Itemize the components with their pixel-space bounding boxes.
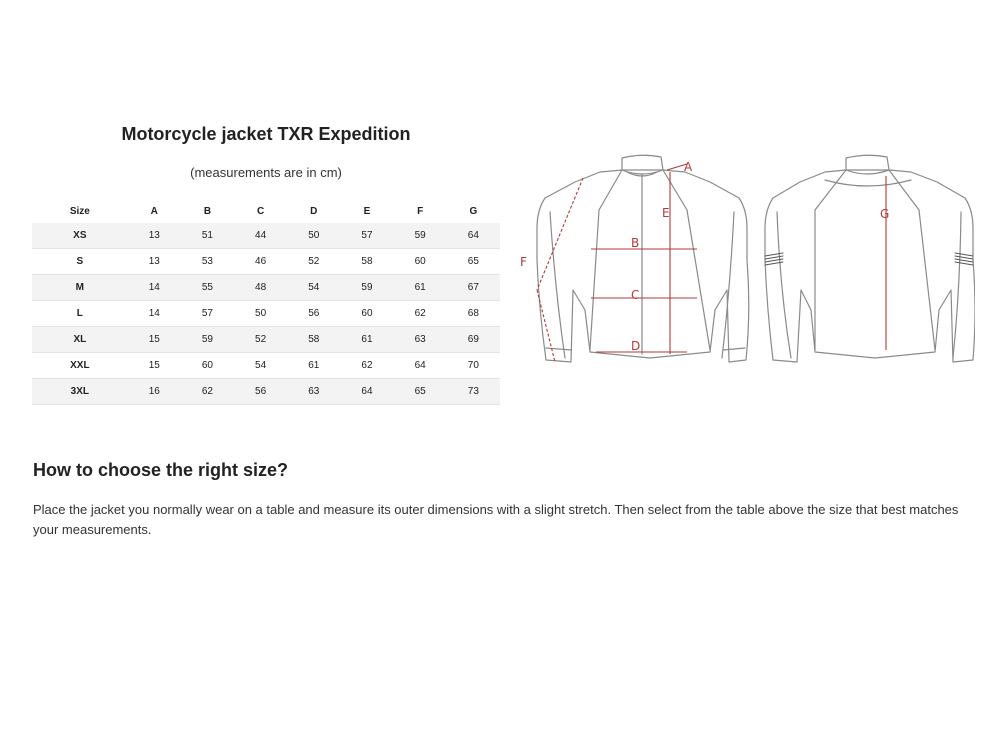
cell-c: 52 xyxy=(234,327,287,353)
cell-e: 60 xyxy=(340,301,393,327)
header-d: D xyxy=(310,205,318,217)
cell-d: 61 xyxy=(287,353,340,379)
measure-line-f-lower xyxy=(537,290,555,362)
header-f: F xyxy=(417,205,424,217)
jacket-front-outline xyxy=(537,155,749,362)
label-g: G xyxy=(880,207,890,221)
jacket-back-outline xyxy=(765,155,975,362)
cell-a: 16 xyxy=(128,379,181,405)
cell-c: 46 xyxy=(234,249,287,275)
cell-e: 58 xyxy=(340,249,393,275)
cell-d: 56 xyxy=(287,301,340,327)
table-row xyxy=(32,249,500,275)
measurement-lines xyxy=(537,164,886,362)
cell-e: 57 xyxy=(340,223,393,249)
label-f: F xyxy=(520,255,527,269)
cell-c: 48 xyxy=(234,275,287,301)
cell-d: 63 xyxy=(287,379,340,405)
size-table xyxy=(32,199,500,405)
table-row xyxy=(32,327,500,353)
cell-c: 50 xyxy=(234,301,287,327)
cell-g: 68 xyxy=(447,301,500,327)
label-b: B xyxy=(631,236,640,250)
cell-g: 65 xyxy=(447,249,500,275)
cell-f: 65 xyxy=(394,379,447,405)
header-size: Size xyxy=(69,205,90,217)
label-a: A xyxy=(684,160,693,174)
chart-title: Motorcycle jacket TXR Expedition xyxy=(121,124,411,144)
cell-g: 67 xyxy=(447,275,500,301)
table-row xyxy=(32,275,500,301)
cell-a: 13 xyxy=(128,223,181,249)
label-c: C xyxy=(631,288,640,302)
cell-g: 69 xyxy=(447,327,500,353)
size-table-header-row xyxy=(32,199,500,223)
cell-size: L xyxy=(32,301,128,327)
cell-size: XL xyxy=(32,327,128,353)
cell-f: 61 xyxy=(394,275,447,301)
cell-g: 73 xyxy=(447,379,500,405)
cell-g: 64 xyxy=(447,223,500,249)
header-c: C xyxy=(257,205,265,217)
cell-size: M xyxy=(32,275,128,301)
cell-b: 62 xyxy=(181,379,234,405)
cell-d: 58 xyxy=(287,327,340,353)
cell-e: 64 xyxy=(340,379,393,405)
cell-a: 14 xyxy=(128,275,181,301)
cell-b: 60 xyxy=(181,353,234,379)
cell-b: 59 xyxy=(181,327,234,353)
cell-f: 63 xyxy=(394,327,447,353)
header-a: A xyxy=(150,205,158,217)
cell-e: 62 xyxy=(340,353,393,379)
cell-b: 57 xyxy=(181,301,234,327)
cell-d: 52 xyxy=(287,249,340,275)
cell-b: 55 xyxy=(181,275,234,301)
cell-g: 70 xyxy=(447,353,500,379)
sleeve-padding-lines xyxy=(765,253,973,265)
jacket-measurement-diagram xyxy=(515,150,975,375)
cell-b: 53 xyxy=(181,249,234,275)
table-row xyxy=(32,353,500,379)
cell-e: 59 xyxy=(340,275,393,301)
size-guide-heading: How to choose the right size? xyxy=(33,460,289,480)
cell-b: 51 xyxy=(181,223,234,249)
cell-a: 15 xyxy=(128,327,181,353)
cell-f: 64 xyxy=(394,353,447,379)
table-row xyxy=(32,379,500,405)
cell-f: 60 xyxy=(394,249,447,275)
measure-line-f xyxy=(537,178,583,290)
cell-d: 54 xyxy=(287,275,340,301)
header-e: E xyxy=(363,205,371,217)
cell-c: 56 xyxy=(234,379,287,405)
cell-c: 44 xyxy=(234,223,287,249)
measurement-unit-note: (measurements are in cm) xyxy=(190,165,342,180)
label-d: D xyxy=(631,339,641,353)
header-g: G xyxy=(469,205,478,217)
cell-size: S xyxy=(32,249,128,275)
cell-f: 59 xyxy=(394,223,447,249)
cell-e: 61 xyxy=(340,327,393,353)
cell-a: 13 xyxy=(128,249,181,275)
header-b: B xyxy=(203,205,212,217)
size-guide-text: Place the jacket you normally wear on a table and measure its outer dimensions with a slight stretch. Then select from the table above the size that best matches your measurements. xyxy=(33,502,959,537)
cell-size: 3XL xyxy=(32,379,128,405)
cell-c: 54 xyxy=(234,353,287,379)
cell-size: XS xyxy=(32,223,128,249)
cell-d: 50 xyxy=(287,223,340,249)
table-row xyxy=(32,301,500,327)
cell-a: 15 xyxy=(128,353,181,379)
label-e: E xyxy=(662,206,670,220)
cell-size: XXL xyxy=(32,353,128,379)
table-row xyxy=(32,223,500,249)
cell-f: 62 xyxy=(394,301,447,327)
cell-a: 14 xyxy=(128,301,181,327)
